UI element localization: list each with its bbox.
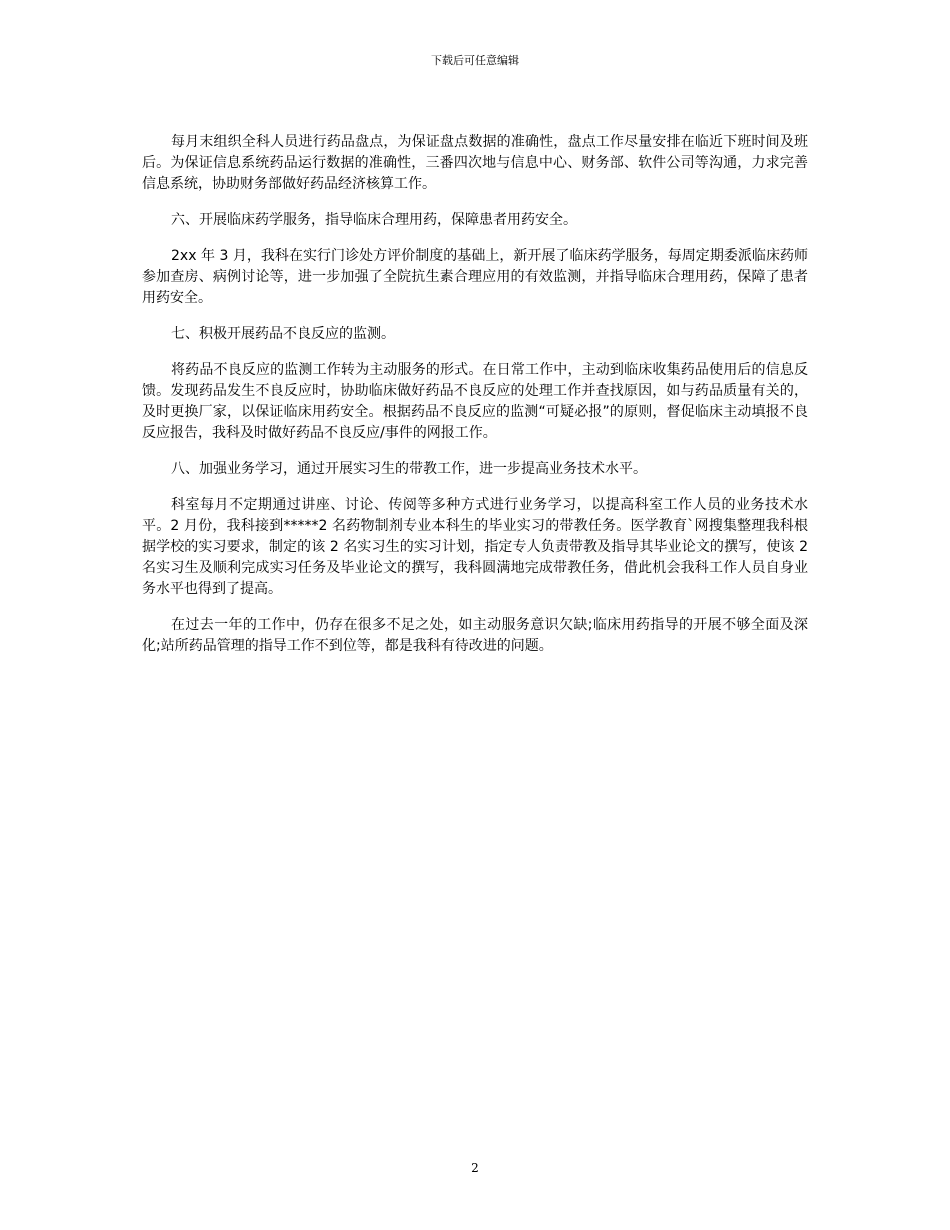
paragraph-business-study: 科室每月不定期通过讲座、讨论、传阅等多种方式进行业务学习，以提高科室工作人员的业务技术水平。2 月份，我科接到*****2 名药物制剂专业本科生的毕业实习的带教任务。医学教育`网搜集整理我科根据学校的实习要求，制定的该 2 名实习生的实习计划，指定专人负责带教及指导其毕业论文的撰写，使该 2 名实习生及顺利完成实习任务及毕业论文的撰写，我科圆满地完成带教任务，借此机会我科工作人员自身业务水平也得到了提高。 xyxy=(142,497,808,597)
paragraph-inventory: 每月末组织全科人员进行药品盘点，为保证盘点数据的准确性，盘点工作尽量安排在临近下班时间及班后。为保证信息系统药品运行数据的准确性，三番四次地与信息中心、财务部、软件公司等沟通，力求完善信息系统，协助财务部做好药品经济核算工作。 xyxy=(142,134,808,192)
paragraph-clinical-pharmacy: 2xx 年 3 月，我科在实行门诊处方评价制度的基础上，新开展了临床药学服务，每周定期委派临床药师参加查房、病例讨论等，进一步加强了全院抗生素合理应用的有效监测，并指导临床合理用药，保障了患者用药安全。 xyxy=(142,248,808,306)
page-number: 2 xyxy=(471,1161,479,1175)
paragraph-adverse-reaction: 将药品不良反应的监测工作转为主动服务的形式。在日常工作中，主动到临床收集药品使用后的信息反馈。发现药品发生不良反应时，协助临床做好药品不良反应的处理工作并查找原因，如与药品质量有关的，及时更换厂家，以保证临床用药安全。根据药品不良反应的监测“可疑必报”的原则，督促临床主动填报不良反应报告，我科及时做好药品不良反应/事件的网报工作。 xyxy=(142,362,808,441)
document-body xyxy=(142,132,808,672)
section-heading-business-study: 八、加强业务学习，通过开展实习生的带教工作，进一步提高业务技术水平。 xyxy=(171,461,647,477)
section-heading-clinical-pharmacy: 六、开展临床药学服务，指导临床合理用药，保障患者用药安全。 xyxy=(171,212,577,228)
paragraph-shortcomings: 在过去一年的工作中，仍存在很多不足之处，如主动服务意识欠缺;临床用药指导的开展不够全面及深化;站所药品管理的指导工作不到位等，都是我科有待改进的问题。 xyxy=(142,617,808,654)
section-heading-adverse-reaction: 七、积极开展药品不良反应的监测。 xyxy=(171,326,395,342)
page-header: 下载后可任意编辑 xyxy=(431,54,519,67)
